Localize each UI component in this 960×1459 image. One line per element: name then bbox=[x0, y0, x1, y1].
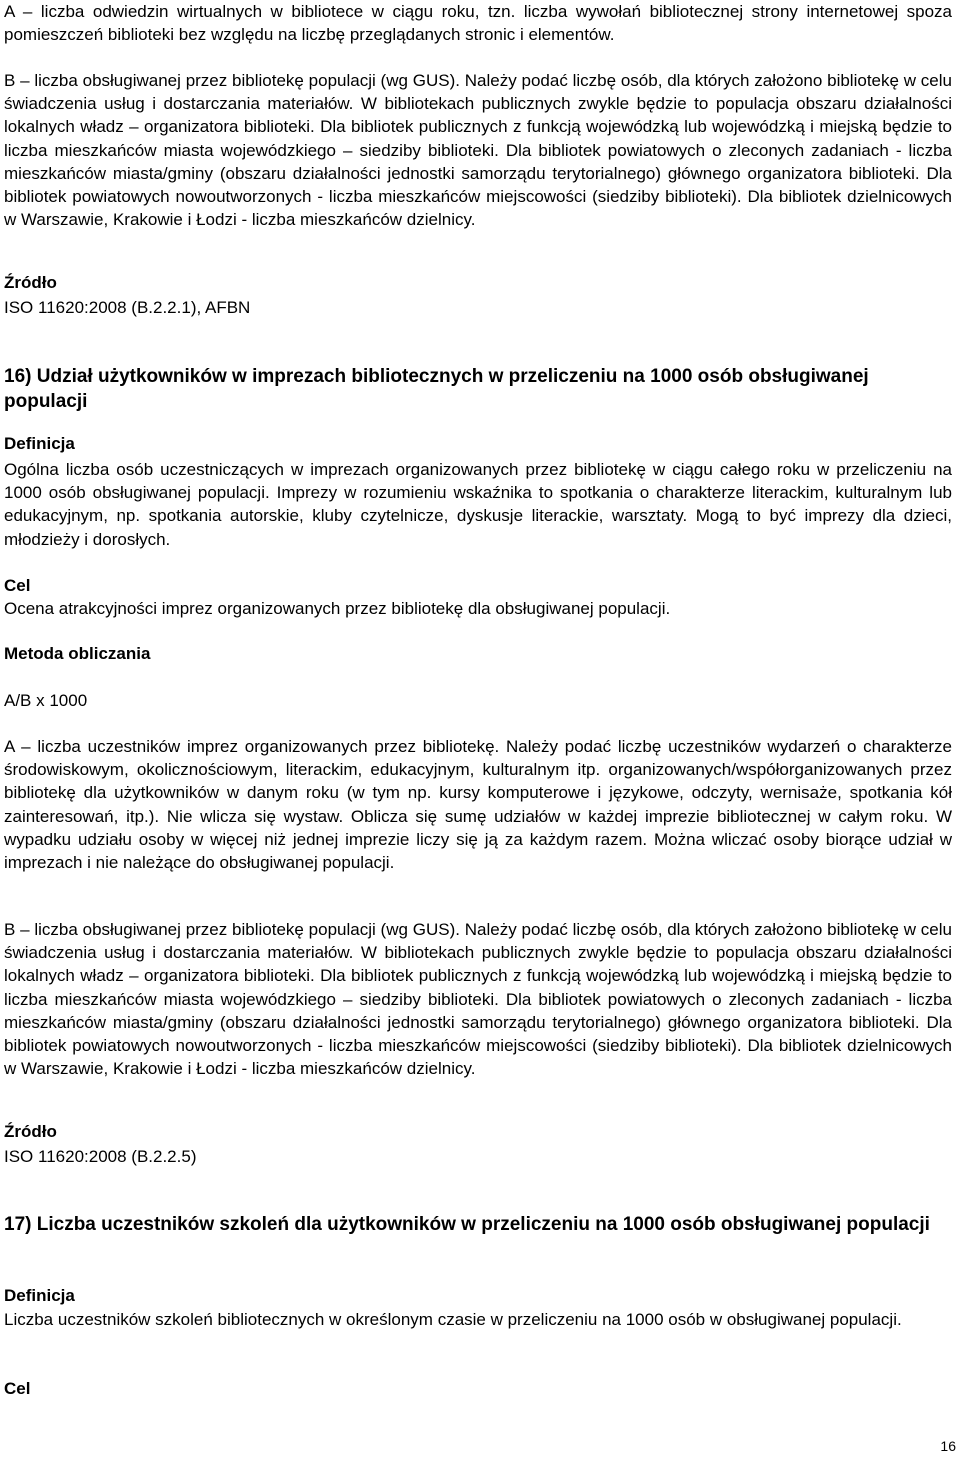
section-16-source-text: ISO 11620:2008 (B.2.2.5) bbox=[4, 1147, 197, 1166]
section-16-formula: A/B x 1000 bbox=[4, 691, 88, 710]
section-17-definition-text: Liczba uczestników szkoleń bibliotecznych w określonym czasie w przeliczeniu na 1000 osób w obsługiwanej populacji. bbox=[4, 1310, 902, 1329]
section-16-definition-label: Definicja bbox=[4, 434, 75, 453]
page-number: 16 bbox=[940, 1438, 956, 1454]
a-definition-paragraph: A – liczba odwiedzin wirtualnych w bibliotece w ciągu roku, tzn. liczba wywołań bibliotecznej strony internetowej spoza pomieszczeń biblioteki bez względu na liczbę przeglądanych stronic i elementów. bbox=[4, 2, 952, 45]
b-definition-paragraph: B – liczba obsługiwanej przez bibliotekę populacji (wg GUS). Należy podać liczbę osób, dla których założono bibliotekę w celu świadczenia usług i dostarczania materiałów. W bibliotekach publicznych zwykle będzie to populacja obszaru działalności lokalnych władz – organizatora biblioteki. Dla bibliotek publicznych z funkcją wojewódzką lub wojewódzką i miejską będzie to liczba mieszkańców miasta wojewódzkiego – siedziby biblioteki. Dla bibliotek powiatowych o zleconych zadaniach - liczba mieszkańców miasta/gminy (obszaru działalności jednostki samorządu terytorialnego) głównego organizatora biblioteki. Dla bibliotek powiatowych nowoutworzonych - liczba mieszkańców miejscowości (siedziby biblioteki). Dla bibliotek dzielnicowych w Warszawie, Krakowie i Łodzi - liczba mieszkańców dzielnicy. bbox=[4, 71, 952, 230]
section-17-definition-label: Definicja bbox=[4, 1286, 75, 1305]
section-16-title: 16) Udział użytkowników w imprezach bibliotecznych w przeliczeniu na 1000 osób obsługiwanej populacji bbox=[4, 366, 869, 412]
section-16-a-definition: A – liczba uczestników imprez organizowanych przez bibliotekę. Należy podać liczbę uczestników wydarzeń o charakterze środowiskowym, okolicznościowym, literackim, edukacyjnym, kulturalnym itp. organizowanych/współorganizowanych przez bibliotekę dla użytkowników w danym roku (w tym np. kursy komputerowe i językowe, odczyty, wernisaże, spotkania kół zainteresowań, itp.). Nie wlicza się wystaw. Oblicza się sumę udziałów w każdej imprezie bibliotecznej w całym roku. W wypadku udziału osoby w więcej niż jednej imprezie liczy się ją za każdym razem. Można wliczać osoby biorące udział w imprezach i nie należące do obsługiwanej populacji. bbox=[4, 737, 952, 873]
section-17-title: 17) Liczba uczestników szkoleń dla użytkowników w przeliczeniu na 1000 osób obsługiwanej populacji bbox=[4, 1214, 930, 1235]
section-16-goal-label: Cel bbox=[4, 576, 31, 595]
source-text: ISO 11620:2008 (B.2.2.1), AFBN bbox=[4, 298, 251, 317]
section-16-method-label: Metoda obliczania bbox=[4, 644, 151, 663]
section-16-b-definition: B – liczba obsługiwanej przez bibliotekę populacji (wg GUS). Należy podać liczbę osób, dla których założono bibliotekę w celu świadczenia usług i dostarczania materiałów. W bibliotekach publicznych zwykle będzie to populacja obszaru działalności lokalnych władz – organizatora biblioteki. Dla bibliotek publicznych z funkcją wojewódzką lub wojewódzką i miejską będzie to liczba mieszkańców miasta wojewódzkiego – siedziby biblioteki. Dla bibliotek powiatowych o zleconych zadaniach - liczba mieszkańców miasta/gminy (obszaru działalności jednostki samorządu terytorialnego) głównego organizatora biblioteki. Dla bibliotek powiatowych nowoutworzonych - liczba mieszkańców miejscowości (siedziby biblioteki). Dla bibliotek dzielnicowych w Warszawie, Krakowie i Łodzi - liczba mieszkańców dzielnicy. bbox=[4, 920, 952, 1079]
section-16-definition-text: Ogólna liczba osób uczestniczących w imprezach organizowanych przez bibliotekę w ciągu całego roku w przeliczeniu na 1000 osób obsługiwanej populacji. Imprezy w rozumieniu wskaźnika to spotkania o charakterze literackim, kulturalnym lub edukacyjnym, np. spotkania autorskie, kluby czytelnicze, dyskusje literackie, warsztaty. Mogą to być imprezy dla dzieci, młodzieży i dorosłych. bbox=[4, 460, 952, 549]
section-16-goal-text: Ocena atrakcyjności imprez organizowanych przez bibliotekę dla obsługiwanej populacji. bbox=[4, 599, 671, 618]
section-16-source-label: Źródło bbox=[4, 1122, 57, 1141]
section-17-goal-label: Cel bbox=[4, 1379, 31, 1398]
source-label: Źródło bbox=[4, 273, 57, 292]
